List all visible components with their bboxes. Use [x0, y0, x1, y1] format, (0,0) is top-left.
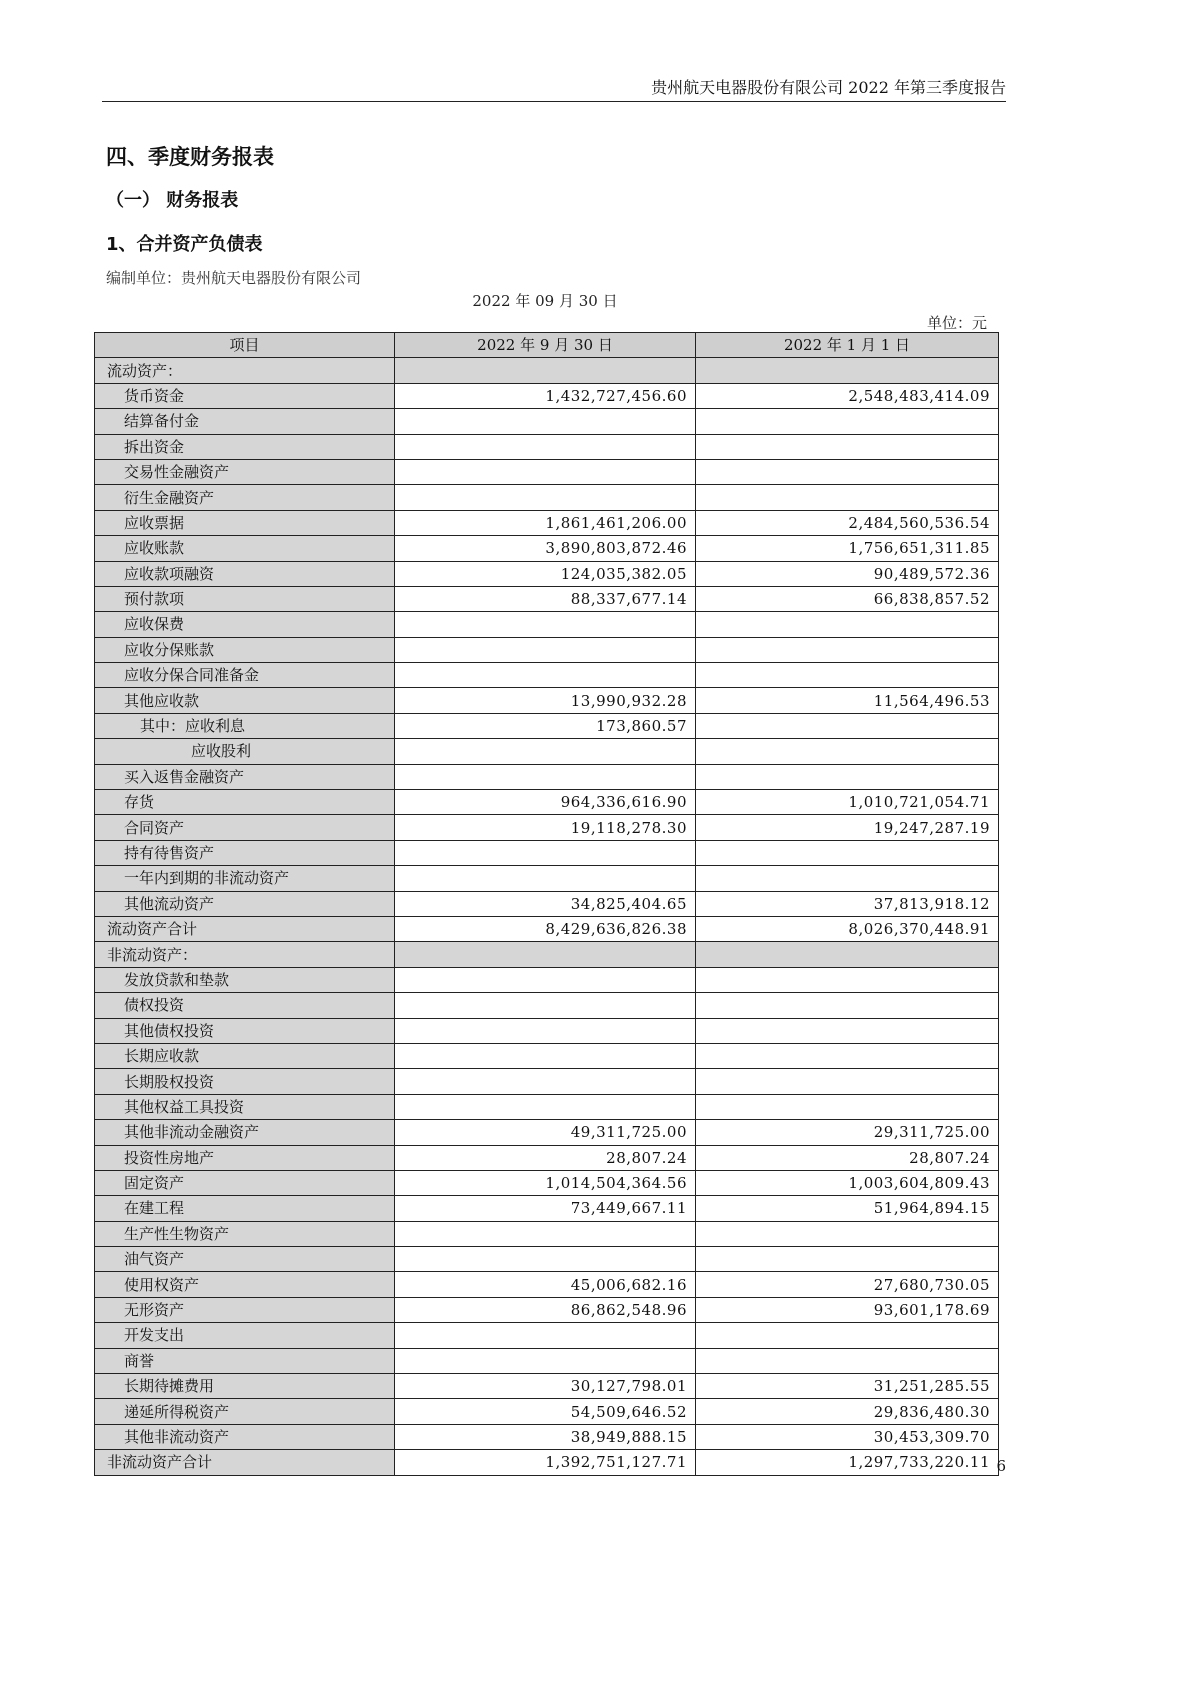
- table-row: [95, 586, 999, 611]
- table-row: [95, 1120, 999, 1145]
- row-prior-value: 1,297,733,220.11: [696, 1450, 999, 1475]
- table-row: [95, 891, 999, 916]
- table-row: [95, 764, 999, 789]
- row-prior-value: [696, 663, 999, 688]
- row-current-value: 964,336,616.90: [395, 790, 696, 815]
- row-item-label: 应收款项融资: [95, 561, 395, 586]
- row-current-value: 28,807.24: [395, 1145, 696, 1170]
- table-row: [95, 1247, 999, 1272]
- column-header-item: 项目: [95, 333, 395, 358]
- row-item-label: 衍生金融资产: [95, 485, 395, 510]
- row-item-label: 使用权资产: [95, 1272, 395, 1297]
- header-divider: [102, 101, 1006, 102]
- row-item-label: 油气资产: [95, 1247, 395, 1272]
- balance-sheet-table: [94, 332, 999, 1476]
- row-current-value: 73,449,667.11: [395, 1196, 696, 1221]
- row-current-value: [395, 739, 696, 764]
- table-row: [95, 840, 999, 865]
- table-row: [95, 993, 999, 1018]
- row-item-label: 应收账款: [95, 536, 395, 561]
- row-item-label: 应收票据: [95, 510, 395, 535]
- row-prior-value: 27,680,730.05: [696, 1272, 999, 1297]
- statement-title: 1、合并资产负债表: [106, 234, 263, 255]
- row-current-value: [395, 1069, 696, 1094]
- currency-unit: 单位：元: [926, 314, 987, 332]
- row-prior-value: [696, 993, 999, 1018]
- row-item-label: 在建工程: [95, 1196, 395, 1221]
- row-item-label: 预付款项: [95, 586, 395, 611]
- row-item-label: 结算备付金: [95, 409, 395, 434]
- table-row: [95, 358, 999, 383]
- table-row: [95, 1043, 999, 1068]
- row-prior-value: 29,836,480.30: [696, 1399, 999, 1424]
- row-current-value: [395, 434, 696, 459]
- row-prior-value: [696, 739, 999, 764]
- column-header-current-period: 2022 年 9 月 30 日: [395, 333, 696, 358]
- subsection-title: （一） 财务报表: [106, 190, 239, 211]
- table-row: [95, 409, 999, 434]
- table-row: [95, 1374, 999, 1399]
- table-row: [95, 536, 999, 561]
- row-prior-value: 1,756,651,311.85: [696, 536, 999, 561]
- row-prior-value: 30,453,309.70: [696, 1424, 999, 1449]
- table-row: [95, 1221, 999, 1246]
- row-current-value: [395, 866, 696, 891]
- table-row: [95, 967, 999, 992]
- table-row: [95, 1399, 999, 1424]
- row-prior-value: 1,010,721,054.71: [696, 790, 999, 815]
- balance-sheet-body: [95, 358, 999, 1475]
- row-current-value: 8,429,636,826.38: [395, 916, 696, 941]
- row-current-value: 1,392,751,127.71: [395, 1450, 696, 1475]
- table-row: [95, 1018, 999, 1043]
- row-current-value: [395, 1323, 696, 1348]
- table-row: [95, 637, 999, 662]
- row-prior-value: [696, 434, 999, 459]
- table-row: [95, 713, 999, 738]
- row-current-value: [395, 1018, 696, 1043]
- row-prior-value: 66,838,857.52: [696, 586, 999, 611]
- row-prior-value: 19,247,287.19: [696, 815, 999, 840]
- row-prior-value: 2,548,483,414.09: [696, 383, 999, 408]
- table-row: [95, 815, 999, 840]
- row-item-label: 合同资产: [95, 815, 395, 840]
- row-item-label: 买入返售金融资产: [95, 764, 395, 789]
- table-row: [95, 612, 999, 637]
- row-item-label: 拆出资金: [95, 434, 395, 459]
- table-row: [95, 1170, 999, 1195]
- row-item-label: 其他应收款: [95, 688, 395, 713]
- row-current-value: [395, 1221, 696, 1246]
- row-current-value: 124,035,382.05: [395, 561, 696, 586]
- row-prior-value: 11,564,496.53: [696, 688, 999, 713]
- row-prior-value: [696, 358, 999, 383]
- row-item-label: 其他权益工具投资: [95, 1094, 395, 1119]
- row-item-label: 其他债权投资: [95, 1018, 395, 1043]
- row-prior-value: [696, 1043, 999, 1068]
- row-item-label: 货币资金: [95, 383, 395, 408]
- row-item-label: 发放贷款和垫款: [95, 967, 395, 992]
- row-current-value: 1,432,727,456.60: [395, 383, 696, 408]
- report-date: [0, 290, 1100, 311]
- row-prior-value: [696, 1094, 999, 1119]
- row-item-label: 长期应收款: [95, 1043, 395, 1068]
- table-row: [95, 1297, 999, 1322]
- row-prior-value: 8,026,370,448.91: [696, 916, 999, 941]
- table-row: [95, 485, 999, 510]
- table-row: [95, 739, 999, 764]
- row-item-label: 长期待摊费用: [95, 1374, 395, 1399]
- row-prior-value: [696, 1323, 999, 1348]
- row-prior-value: 93,601,178.69: [696, 1297, 999, 1322]
- row-current-value: [395, 1247, 696, 1272]
- row-current-value: [395, 1094, 696, 1119]
- row-prior-value: [696, 637, 999, 662]
- row-item-label: 生产性生物资产: [95, 1221, 395, 1246]
- row-current-value: [395, 1043, 696, 1068]
- compiling-entity: 编制单位：贵州航天电器股份有限公司: [106, 269, 362, 287]
- row-current-value: 88,337,677.14: [395, 586, 696, 611]
- row-prior-value: [696, 1018, 999, 1043]
- row-prior-value: [696, 942, 999, 967]
- row-item-label: 固定资产: [95, 1170, 395, 1195]
- table-row: [95, 790, 999, 815]
- report-header: 贵州航天电器股份有限公司 2022 年第三季度报告: [651, 78, 1006, 97]
- row-prior-value: [696, 866, 999, 891]
- row-current-value: 86,862,548.96: [395, 1297, 696, 1322]
- row-current-value: 19,118,278.30: [395, 815, 696, 840]
- row-item-label: 流动资产：: [95, 358, 395, 383]
- row-current-value: 34,825,404.65: [395, 891, 696, 916]
- row-current-value: 1,861,461,206.00: [395, 510, 696, 535]
- row-current-value: [395, 485, 696, 510]
- row-item-label: 非流动资产合计: [95, 1450, 395, 1475]
- row-item-label: 一年内到期的非流动资产: [95, 866, 395, 891]
- row-current-value: [395, 637, 696, 662]
- table-row: [95, 1348, 999, 1373]
- table-row: [95, 1272, 999, 1297]
- row-current-value: 13,990,932.28: [395, 688, 696, 713]
- row-current-value: [395, 358, 696, 383]
- row-prior-value: [696, 485, 999, 510]
- row-item-label: 其他流动资产: [95, 891, 395, 916]
- row-item-label: 无形资产: [95, 1297, 395, 1322]
- row-current-value: [395, 967, 696, 992]
- row-current-value: [395, 409, 696, 434]
- row-prior-value: 28,807.24: [696, 1145, 999, 1170]
- table-row: [95, 916, 999, 941]
- row-prior-value: 90,489,572.36: [696, 561, 999, 586]
- row-item-label: 商誉: [95, 1348, 395, 1373]
- row-item-label: 其中：应收利息: [95, 713, 395, 738]
- row-item-label: 长期股权投资: [95, 1069, 395, 1094]
- row-current-value: [395, 840, 696, 865]
- table-row: [95, 866, 999, 891]
- row-item-label: 流动资产合计: [95, 916, 395, 941]
- table-row: [95, 1450, 999, 1475]
- row-prior-value: [696, 764, 999, 789]
- row-prior-value: [696, 967, 999, 992]
- table-row: [95, 434, 999, 459]
- row-current-value: [395, 459, 696, 484]
- row-prior-value: [696, 1221, 999, 1246]
- row-prior-value: [696, 840, 999, 865]
- row-prior-value: 37,813,918.12: [696, 891, 999, 916]
- row-current-value: 30,127,798.01: [395, 1374, 696, 1399]
- row-current-value: 1,014,504,364.56: [395, 1170, 696, 1195]
- row-prior-value: [696, 1069, 999, 1094]
- section-title: 四、季度财务报表: [106, 145, 274, 169]
- table-row: [95, 1145, 999, 1170]
- row-prior-value: [696, 1348, 999, 1373]
- row-current-value: 173,860.57: [395, 713, 696, 738]
- row-item-label: 其他非流动金融资产: [95, 1120, 395, 1145]
- row-current-value: [395, 942, 696, 967]
- table-row: [95, 1196, 999, 1221]
- row-prior-value: 31,251,285.55: [696, 1374, 999, 1399]
- row-current-value: [395, 663, 696, 688]
- row-item-label: 应收分保账款: [95, 637, 395, 662]
- row-item-label: 交易性金融资产: [95, 459, 395, 484]
- row-current-value: [395, 612, 696, 637]
- table-row: [95, 688, 999, 713]
- row-item-label: 非流动资产：: [95, 942, 395, 967]
- report-date-text: 2022 年 09 月 30 日: [472, 292, 618, 310]
- row-item-label: 其他非流动资产: [95, 1424, 395, 1449]
- table-row: [95, 459, 999, 484]
- row-current-value: 45,006,682.16: [395, 1272, 696, 1297]
- row-prior-value: 51,964,894.15: [696, 1196, 999, 1221]
- row-item-label: 递延所得税资产: [95, 1399, 395, 1424]
- table-row: [95, 1069, 999, 1094]
- row-current-value: [395, 993, 696, 1018]
- row-current-value: 54,509,646.52: [395, 1399, 696, 1424]
- row-prior-value: 1,003,604,809.43: [696, 1170, 999, 1195]
- row-item-label: 应收分保合同准备金: [95, 663, 395, 688]
- row-prior-value: 29,311,725.00: [696, 1120, 999, 1145]
- row-item-label: 投资性房地产: [95, 1145, 395, 1170]
- table-row: [95, 561, 999, 586]
- row-current-value: 3,890,803,872.46: [395, 536, 696, 561]
- table-row: [95, 383, 999, 408]
- row-current-value: [395, 1348, 696, 1373]
- column-header-prior-period: 2022 年 1 月 1 日: [696, 333, 999, 358]
- row-prior-value: [696, 612, 999, 637]
- row-prior-value: 2,484,560,536.54: [696, 510, 999, 535]
- row-current-value: 38,949,888.15: [395, 1424, 696, 1449]
- row-item-label: 开发支出: [95, 1323, 395, 1348]
- table-row: [95, 1094, 999, 1119]
- table-row: [95, 1424, 999, 1449]
- row-item-label: 持有待售资产: [95, 840, 395, 865]
- table-row: [95, 663, 999, 688]
- row-prior-value: [696, 409, 999, 434]
- row-item-label: 应收保费: [95, 612, 395, 637]
- table-row: [95, 510, 999, 535]
- row-current-value: 49,311,725.00: [395, 1120, 696, 1145]
- row-prior-value: [696, 713, 999, 738]
- row-prior-value: [696, 1247, 999, 1272]
- row-prior-value: [696, 459, 999, 484]
- row-item-label: 应收股利: [95, 739, 395, 764]
- table-row: [95, 942, 999, 967]
- row-item-label: 债权投资: [95, 993, 395, 1018]
- table-header-row: [95, 333, 999, 358]
- row-current-value: [395, 764, 696, 789]
- page-number: 6: [996, 1457, 1006, 1475]
- row-item-label: 存货: [95, 790, 395, 815]
- table-row: [95, 1323, 999, 1348]
